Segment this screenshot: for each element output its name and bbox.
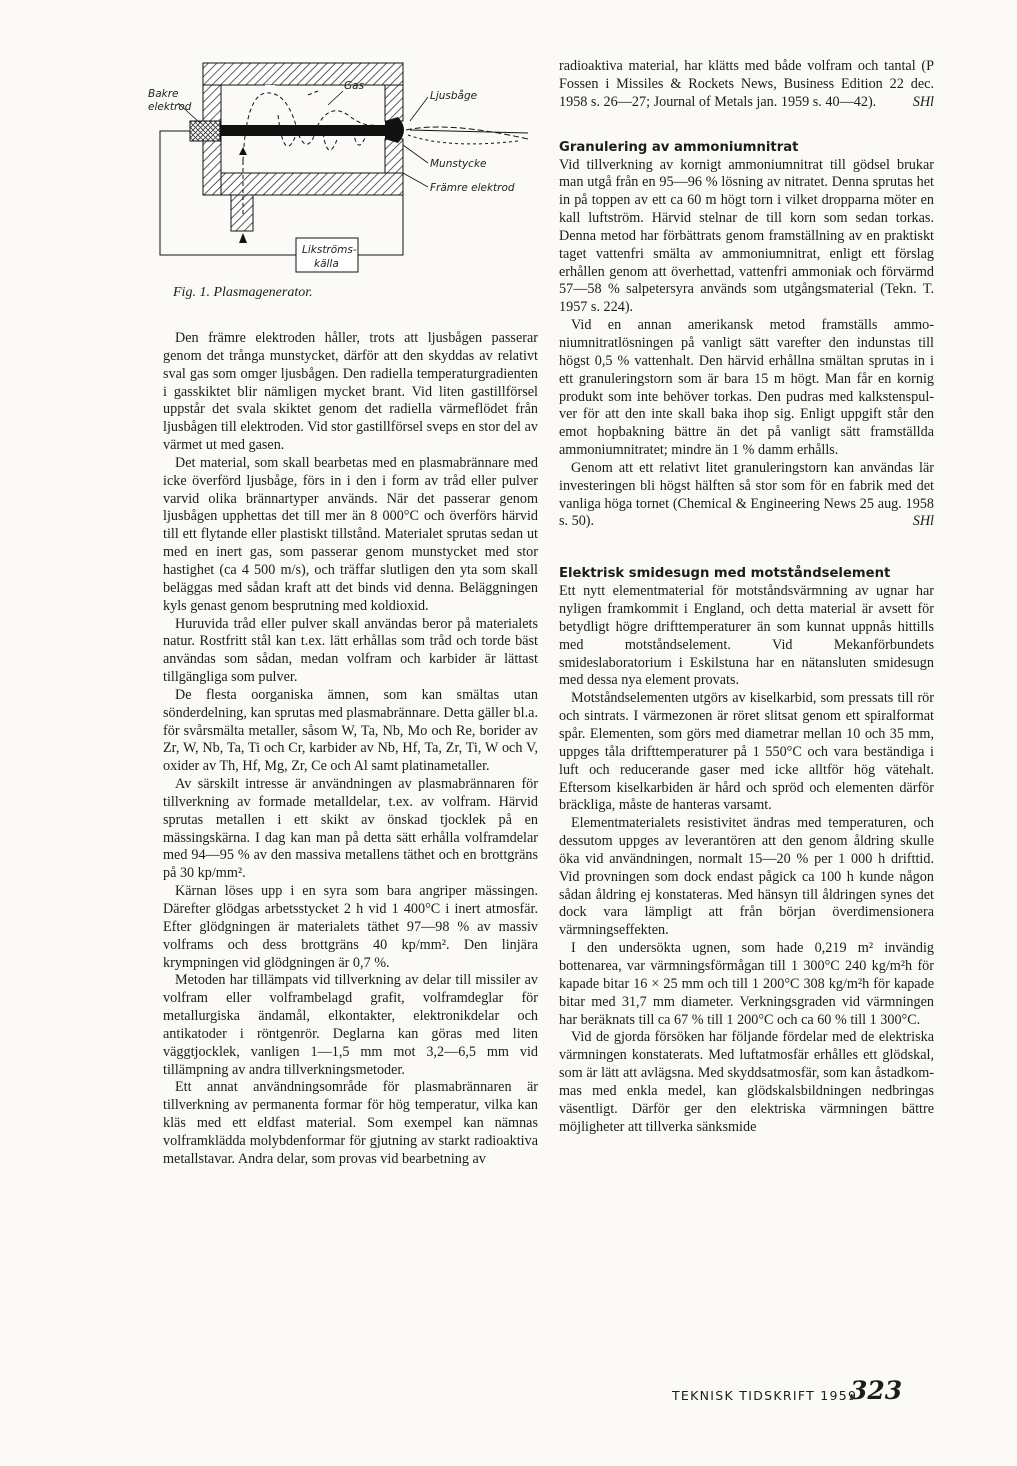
left-column: [163, 330, 538, 1169]
label-elektrod: elektrod: [148, 101, 192, 113]
gas-inlet-arrow-icon: [239, 233, 247, 243]
gas-arrow-icon: [239, 147, 247, 155]
page-number: 323: [850, 1376, 903, 1405]
arc-plume: [406, 127, 528, 144]
continuation-paragraph: [559, 58, 934, 112]
rear-electrode-block: [190, 121, 220, 141]
label-framre-elektrod: Främre elektrod: [430, 182, 515, 194]
section-heading-smidesugn: Elektrisk smidesugn med motståndselement: [559, 566, 891, 582]
paragraph: Motståndselementen utgörs av kiselkarbid, som pressats till rör och sintrats. I värmezonen är röret slitsat genom ett spiralformat spår. Elementen, som görs med diametrar mellan 10 och 35 mm, uppges tåla drifttemperaturer på 1 550°C och vara beständiga i luft och reducerande gaser med icke alltför hög vätehalt. Eftersom kiselkarbiden är hård och spröd och elementen därför bräckliga, måste de hanteras varsamt.: [559, 690, 934, 814]
signature: SHl: [912, 93, 934, 110]
paragraph: Huruvida tråd eller pulver skall användas beror på materialets natur. Rostfritt stål kan t.ex. lätt erhållas som tråd och torde bäst användas som sådan, medan volfram och karbider är lättast tillgängliga som pulver.: [163, 615, 538, 686]
label-bakre: Bakre: [148, 88, 179, 100]
journal-name: TEKNISK TIDSKRIFT 1959: [672, 1388, 858, 1403]
paragraph: Den främre elektroden håller, trots att ljusbågen passerar genom det trånga munstycket, därför att den skyddas av relativt sval gas som omger ljusbågen. Den radiella temperaturgradienten i gasskiktet blir nämligen mycket brant. Vid liten gastillförsel uppstår det svala skiktet genom det radiella värmeflödet från ljusbågen till elektroden. Vid stor gastillförsel sveps en stor del av värmet ut med gasen.: [163, 330, 538, 454]
paragraph: Det material, som skall bearbetas med en plasmabrännare med icke överförd ljusbåge, förs in i den i form av tråd eller pulver varvid olika brännartyper används. När det passerar genom ljusbågen upphettas det till mer än 8 000°C och överförs härvid till ett flytande eller plastiskt tillstånd. Materialet sprutas sedan ut med en inert gas, som passerar genom munstycket med stor hastighet (ca 4 500 m/s), och träffar slutligen den yta som skall beläggas med sådan kraft att det binds vid denna. Beläggningen kyls genast genom besprutning med koldioxid.: [163, 454, 538, 614]
paragraph: Ett nytt elementmaterial för motståndsvärmning av ugnar har nyligen framkommit i England, och detta material är avsett för betydligt högre drifttemperaturer än som kunnat uppnås hittills med motståndselement. Vid Mekanförbundets smideslaboratorium i Eskilstuna har en nätansluten smidesugn med dessa nya element provats.: [559, 583, 934, 689]
paragraph: Metoden har tillämpats vid tillverkning av delar till missiler av volfram eller volframbelagd grafit, volframdeglar för metallurgiska ändamål, elkontakter, elektronikdelar och antikatoder i röntgenrör. Deglarna kan göras med liten väggtjocklek, vanligen 1—1,5 mm mot 3,2—6,5 mm vid tillämpning av andra tillverkningsmetoder.: [163, 972, 538, 1078]
figure-caption: Fig. 1. Plasmagenerator.: [173, 285, 313, 300]
paragraph: Av särskilt intresse är användningen av plasmabrännaren för tillverkning av formade metalldelar, t.ex. av volfram. Härvid sprutas metallen i ett skikt av önskad tjocklek på en mässingskärna. I dag kan man på detta sätt erhålla volframdelar med 94—95 % av den massiva metallens täthet och en brottgräns på 30 kp/mm².: [163, 776, 538, 882]
label-likstroms: Likströms-: [302, 244, 357, 256]
housing: [203, 63, 403, 231]
paragraph: Ett annat användningsområde för plasmabrännaren är tillverkning av permanenta formar för hög temperatur, vilka kan kläs med ett eldfast material. Som exempel kan nämnas volframklädda molybdenformar för gjutning av starkt radioaktiva metallstavar. Andra delar, som provas vid bearbetning av: [163, 1079, 538, 1167]
paragraph: Vid tillverkning av kornigt ammoniumnitrat till gödsel brukar man utgå från en 95—96 % lösning av nitratet. Denna sprutas het in på toppen av ett ca 60 m högt torn i vilket dropparna möter en kall luftström. Härvid stelnar de till korn som sedan torkas. Denna metod har förbättrats genom framställning av en praktiskt taget vattenfri smälta av ammoniumnitrat, enligt ett förslag erhållen genom att överhettad, vattenfri ammoniak och förvärmd 57—58 % salpetersyra används som utgångsmaterial (Tekn. T. 1957 s. 224).: [559, 156, 934, 316]
paragraph: Vid en annan amerikansk metod framställs ammoniumnitratlösningen på vanligt sätt varefter den indunstas till högst 0,5 % vattenhalt. Den härvid erhållna smältan sprutas in i ett granuleringstorn som är bara 15 m högt. Man får en kornig produkt som inte behöver torkas. Den pudras med kalkstenspulver för att den inte skall baka ihop sig. Enligt uppgift står den emot hopbakning bättre än det på vanligt sätt framställda ammoniumnitratet; mindre än 1 % damm erhålls.: [559, 317, 934, 459]
plasma-generator-diagram: [148, 55, 528, 305]
paragraph: Vid de gjorda försöken har följande fördelar med de elektriska värmningen konstaterats. Med luftatmosfär erhålles ett glödskal, som är lätt att avlägsna. Med skyddsatmosfär, som kan åstadkommas med enkla medel, kan glödskalsbildningen nedbringas väsentligt. Därför ger den elektriska värmningen bättre möjligheter att tillverka sänksmide: [559, 1029, 934, 1135]
section-heading-granulering: Granulering av ammoniumnitrat: [559, 139, 799, 155]
paragraph: I den undersökta ugnen, som hade 0,219 m² invändig bottenarea, var värmningsförmågan till 1 300°C 240 kg/m²h för kapade bitar 16 × 25 mm och till 1 200°C 308 kg/m²h för kapade bitar med 31,7 mm diameter. Verkningsgraden vid värmningen har beräknats till ca 67 % till 1 200°C och ca 60 % till 1 300°C.: [559, 940, 934, 1028]
label-munstycke: Munstycke: [430, 158, 487, 170]
label-ljusbage: Ljusbåge: [430, 90, 478, 102]
paragraph-text: Genom att ett relativt litet granuleringstorn kan användas lär investeringen bli högst hälften så stor som för en fabrik med det vanliga höga tornet (Chemical & Engineering News 25 aug. 1958 s. 50).: [559, 459, 934, 530]
label-gas: Gas: [344, 80, 365, 92]
gas-flow: [243, 91, 376, 215]
paragraph: Kärnan löses upp i en syra som bara angriper mässingen. Därefter glödgas arbetsstycket 2 h vid 1 400°C i inert atmosfär. Efter glödgningen är materialets täthet 97—98 % av massiv volframs och dess brottgräns 40 kp/mm². Den linjära krympningen vid glödgningen är 0,7 %.: [163, 883, 538, 971]
right-column: [559, 58, 934, 1136]
label-kalla: källa: [314, 258, 339, 270]
paragraph: De flesta oorganiska ämnen, som kan smältas utan sönderdelning, kan sprutas med plasmabrännare. Detta gäller bl.a. för svårsmälta metaller, såsom W, Ta, Nb, Mo och Re, borider av Zr, W, Nb, Ta, Ti och Cr, karbider av Nb, Hf, Ta, Zr, Ti, W och V, oxider av Th, Hf, Mg, Zr, Ce och Al samt platinametaller.: [163, 686, 538, 775]
page-footer: [672, 1376, 922, 1412]
signature: SHl: [912, 513, 934, 530]
paragraph: [559, 460, 934, 531]
continuation-text: radioaktiva material, har klätts med både volfram och tantal (P Fossen i Missiles & Rockets News, Business Edition 22 dec. 1958 s. 26—27; Journal of Metals jan. 1959 s. 40—42).: [559, 58, 934, 110]
paragraph: Elementmaterialets resistivitet ändras med temperaturen, och dessutom uppges av leverantören att den genom åldring skulle öka vid användningen, normalt 15—20 % per 1 000 h drifttid. Vid provningen som dock endast pågick ca 100 h kunde någon sådan åldring ej konstateras. Med hänsyn till åldringen synes det dock vara lämpligt att från början överdimensionera värmningseffekten.: [559, 815, 934, 939]
